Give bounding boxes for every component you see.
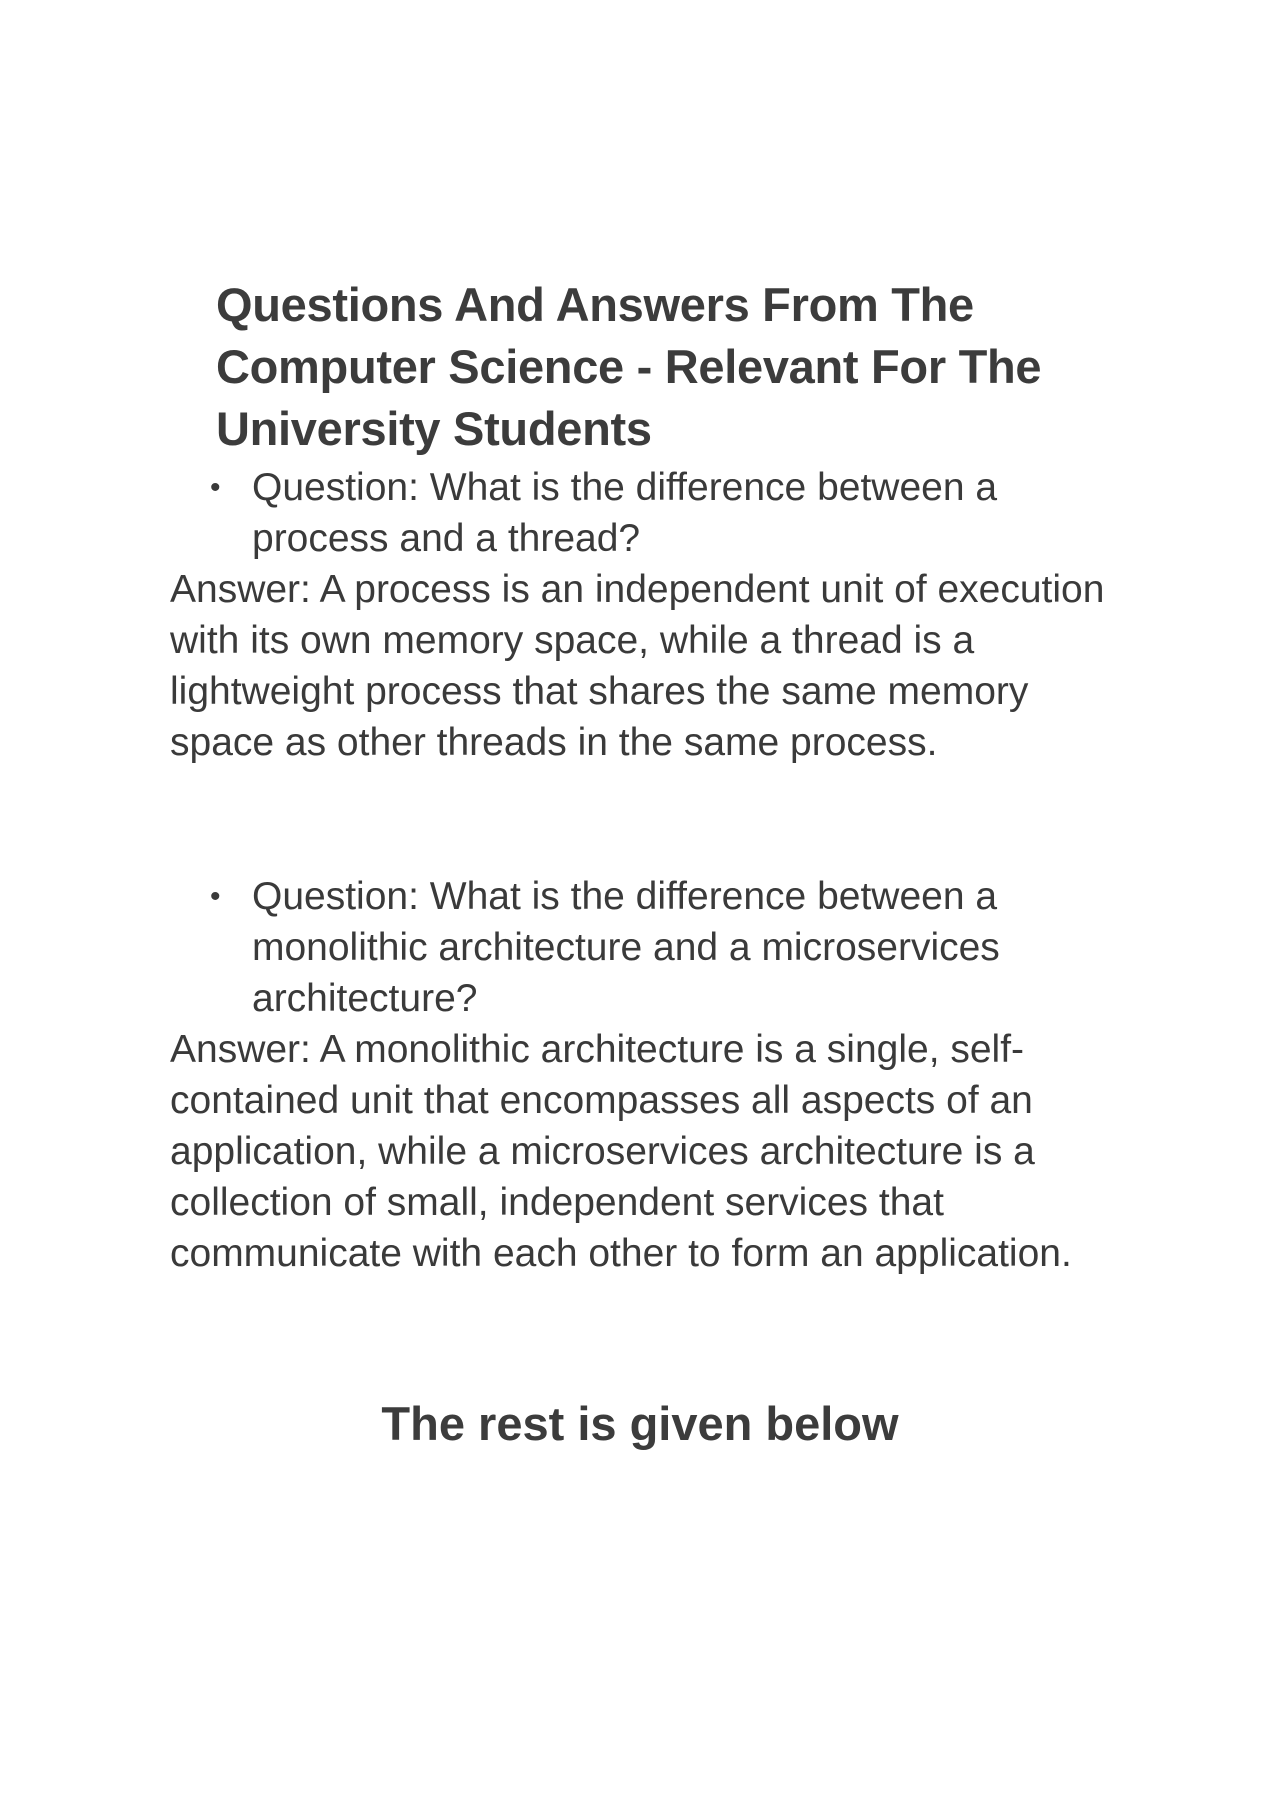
bullet-icon: • (210, 880, 221, 913)
question-text: Question: What is the difference between a monolithic architecture and a microservices architecture? (252, 875, 1000, 1020)
bullet-icon: • (210, 471, 221, 504)
answer-text: Answer: A monolithic architecture is a single, self-contained unit that encompasses all aspects of an application, while a microservices architecture is a collection of small, independent services that communicate with each other to form an application. (170, 1028, 1072, 1275)
qa-item (170, 871, 1130, 1279)
closing-heading: The rest is given below (381, 1397, 899, 1450)
answer-text: Answer: A process is an independent unit of execution with its own memory space, while a thread is a lightweight process that shares the same memory space as other threads in the same process. (170, 568, 1105, 764)
question-item (170, 871, 1130, 1024)
question-item (170, 462, 1130, 564)
document-title: Questions And Answers From The Computer Science - Relevant For The University Students (216, 278, 1042, 455)
qa-item (170, 462, 1130, 768)
question-text: Question: What is the difference between a process and a thread? (252, 466, 998, 560)
